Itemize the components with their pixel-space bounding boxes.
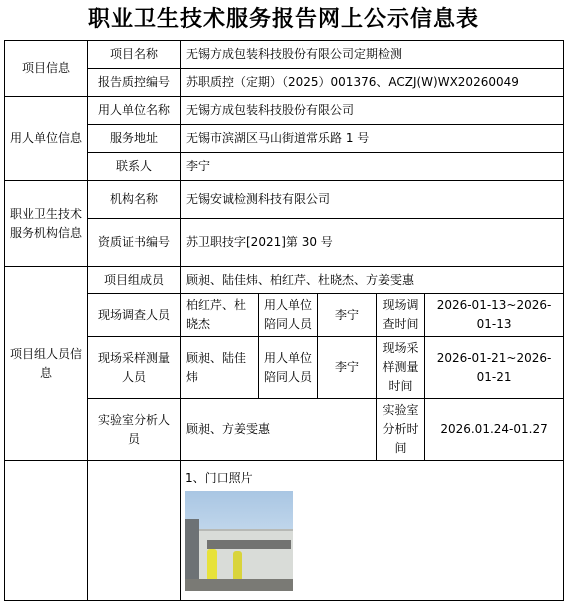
sampling-staff-value: 顾昶、陆佳炜 (181, 337, 259, 399)
photo-person-2 (233, 551, 242, 581)
agency-name-value: 无锡安诚检测科技有限公司 (181, 181, 564, 219)
table-row (5, 97, 564, 125)
members-value: 顾昶、陆佳炜、柏红芹、杜晓杰、方姜雯惠 (181, 267, 564, 294)
table-row (5, 399, 564, 461)
photo-caption: 1、门口照片 (185, 471, 253, 485)
service-address-value: 无锡市滨湖区马山街道常乐路 1 号 (181, 125, 564, 153)
table-row (5, 219, 564, 267)
table-row (5, 267, 564, 294)
cert-number-label: 资质证书编号 (88, 219, 181, 267)
employer-name-label: 用人单位名称 (88, 97, 181, 125)
sampling-time-value: 2026-01-21~2026-01-21 (425, 337, 564, 399)
survey-staff-label: 现场调查人员 (88, 294, 181, 337)
survey-escort-label: 用人单位陪同人员 (259, 294, 318, 337)
survey-staff-value: 柏红芹、杜晓杰 (181, 294, 259, 337)
info-table (4, 40, 564, 601)
section-label-employer: 用人单位信息 (5, 97, 88, 181)
lab-staff-value: 顾昶、方姜雯惠 (181, 399, 377, 461)
survey-escort-value: 李宁 (318, 294, 377, 337)
photo-sign (207, 540, 291, 549)
table-row (5, 153, 564, 181)
entrance-photo (185, 491, 293, 591)
section-label-team: 项目组人员信息 (5, 267, 88, 461)
photo-row-spacer (88, 461, 181, 601)
cert-number-value: 苏卫职技字[2021]第 30 号 (181, 219, 564, 267)
lab-staff-label: 实验室分析人员 (88, 399, 181, 461)
report-number-label: 报告质控编号 (88, 69, 181, 97)
service-address-label: 服务地址 (88, 125, 181, 153)
sampling-escort-label: 用人单位陪同人员 (259, 337, 318, 399)
table-row (5, 337, 564, 399)
table-row (5, 461, 564, 601)
contact-label: 联系人 (88, 153, 181, 181)
project-name-value: 无锡方成包装科技股份有限公司定期检测 (181, 41, 564, 69)
lab-time-label: 实验室分析时间 (377, 399, 425, 461)
lab-time-value: 2026.01.24-01.27 (425, 399, 564, 461)
photo-ground (185, 579, 293, 591)
table-row (5, 181, 564, 219)
photo-gate (185, 519, 199, 585)
survey-time-value: 2026-01-13~2026-01-13 (425, 294, 564, 337)
table-row (5, 41, 564, 69)
table-row (5, 294, 564, 337)
survey-time-label: 现场调查时间 (377, 294, 425, 337)
photo-person-1 (207, 549, 217, 581)
sampling-time-label: 现场采样测量时间 (377, 337, 425, 399)
photo-cell (181, 461, 564, 601)
sampling-staff-label: 现场采样测量人员 (88, 337, 181, 399)
members-label: 项目组成员 (88, 267, 181, 294)
employer-name-value: 无锡方成包装科技股份有限公司 (181, 97, 564, 125)
sampling-escort-value: 李宁 (318, 337, 377, 399)
section-label-project: 项目信息 (5, 41, 88, 97)
photo-row-left (5, 461, 88, 601)
project-name-label: 项目名称 (88, 41, 181, 69)
page-title: 职业卫生技术服务报告网上公示信息表 (87, 6, 479, 32)
contact-value: 李宁 (181, 153, 564, 181)
report-number-value: 苏职质控（定期）（2025）001376、ACZJ(W)WX20260049 (181, 69, 564, 97)
section-label-agency: 职业卫生技术服务机构信息 (5, 181, 88, 267)
table-row (5, 125, 564, 153)
agency-name-label: 机构名称 (88, 181, 181, 219)
table-row (5, 69, 564, 97)
